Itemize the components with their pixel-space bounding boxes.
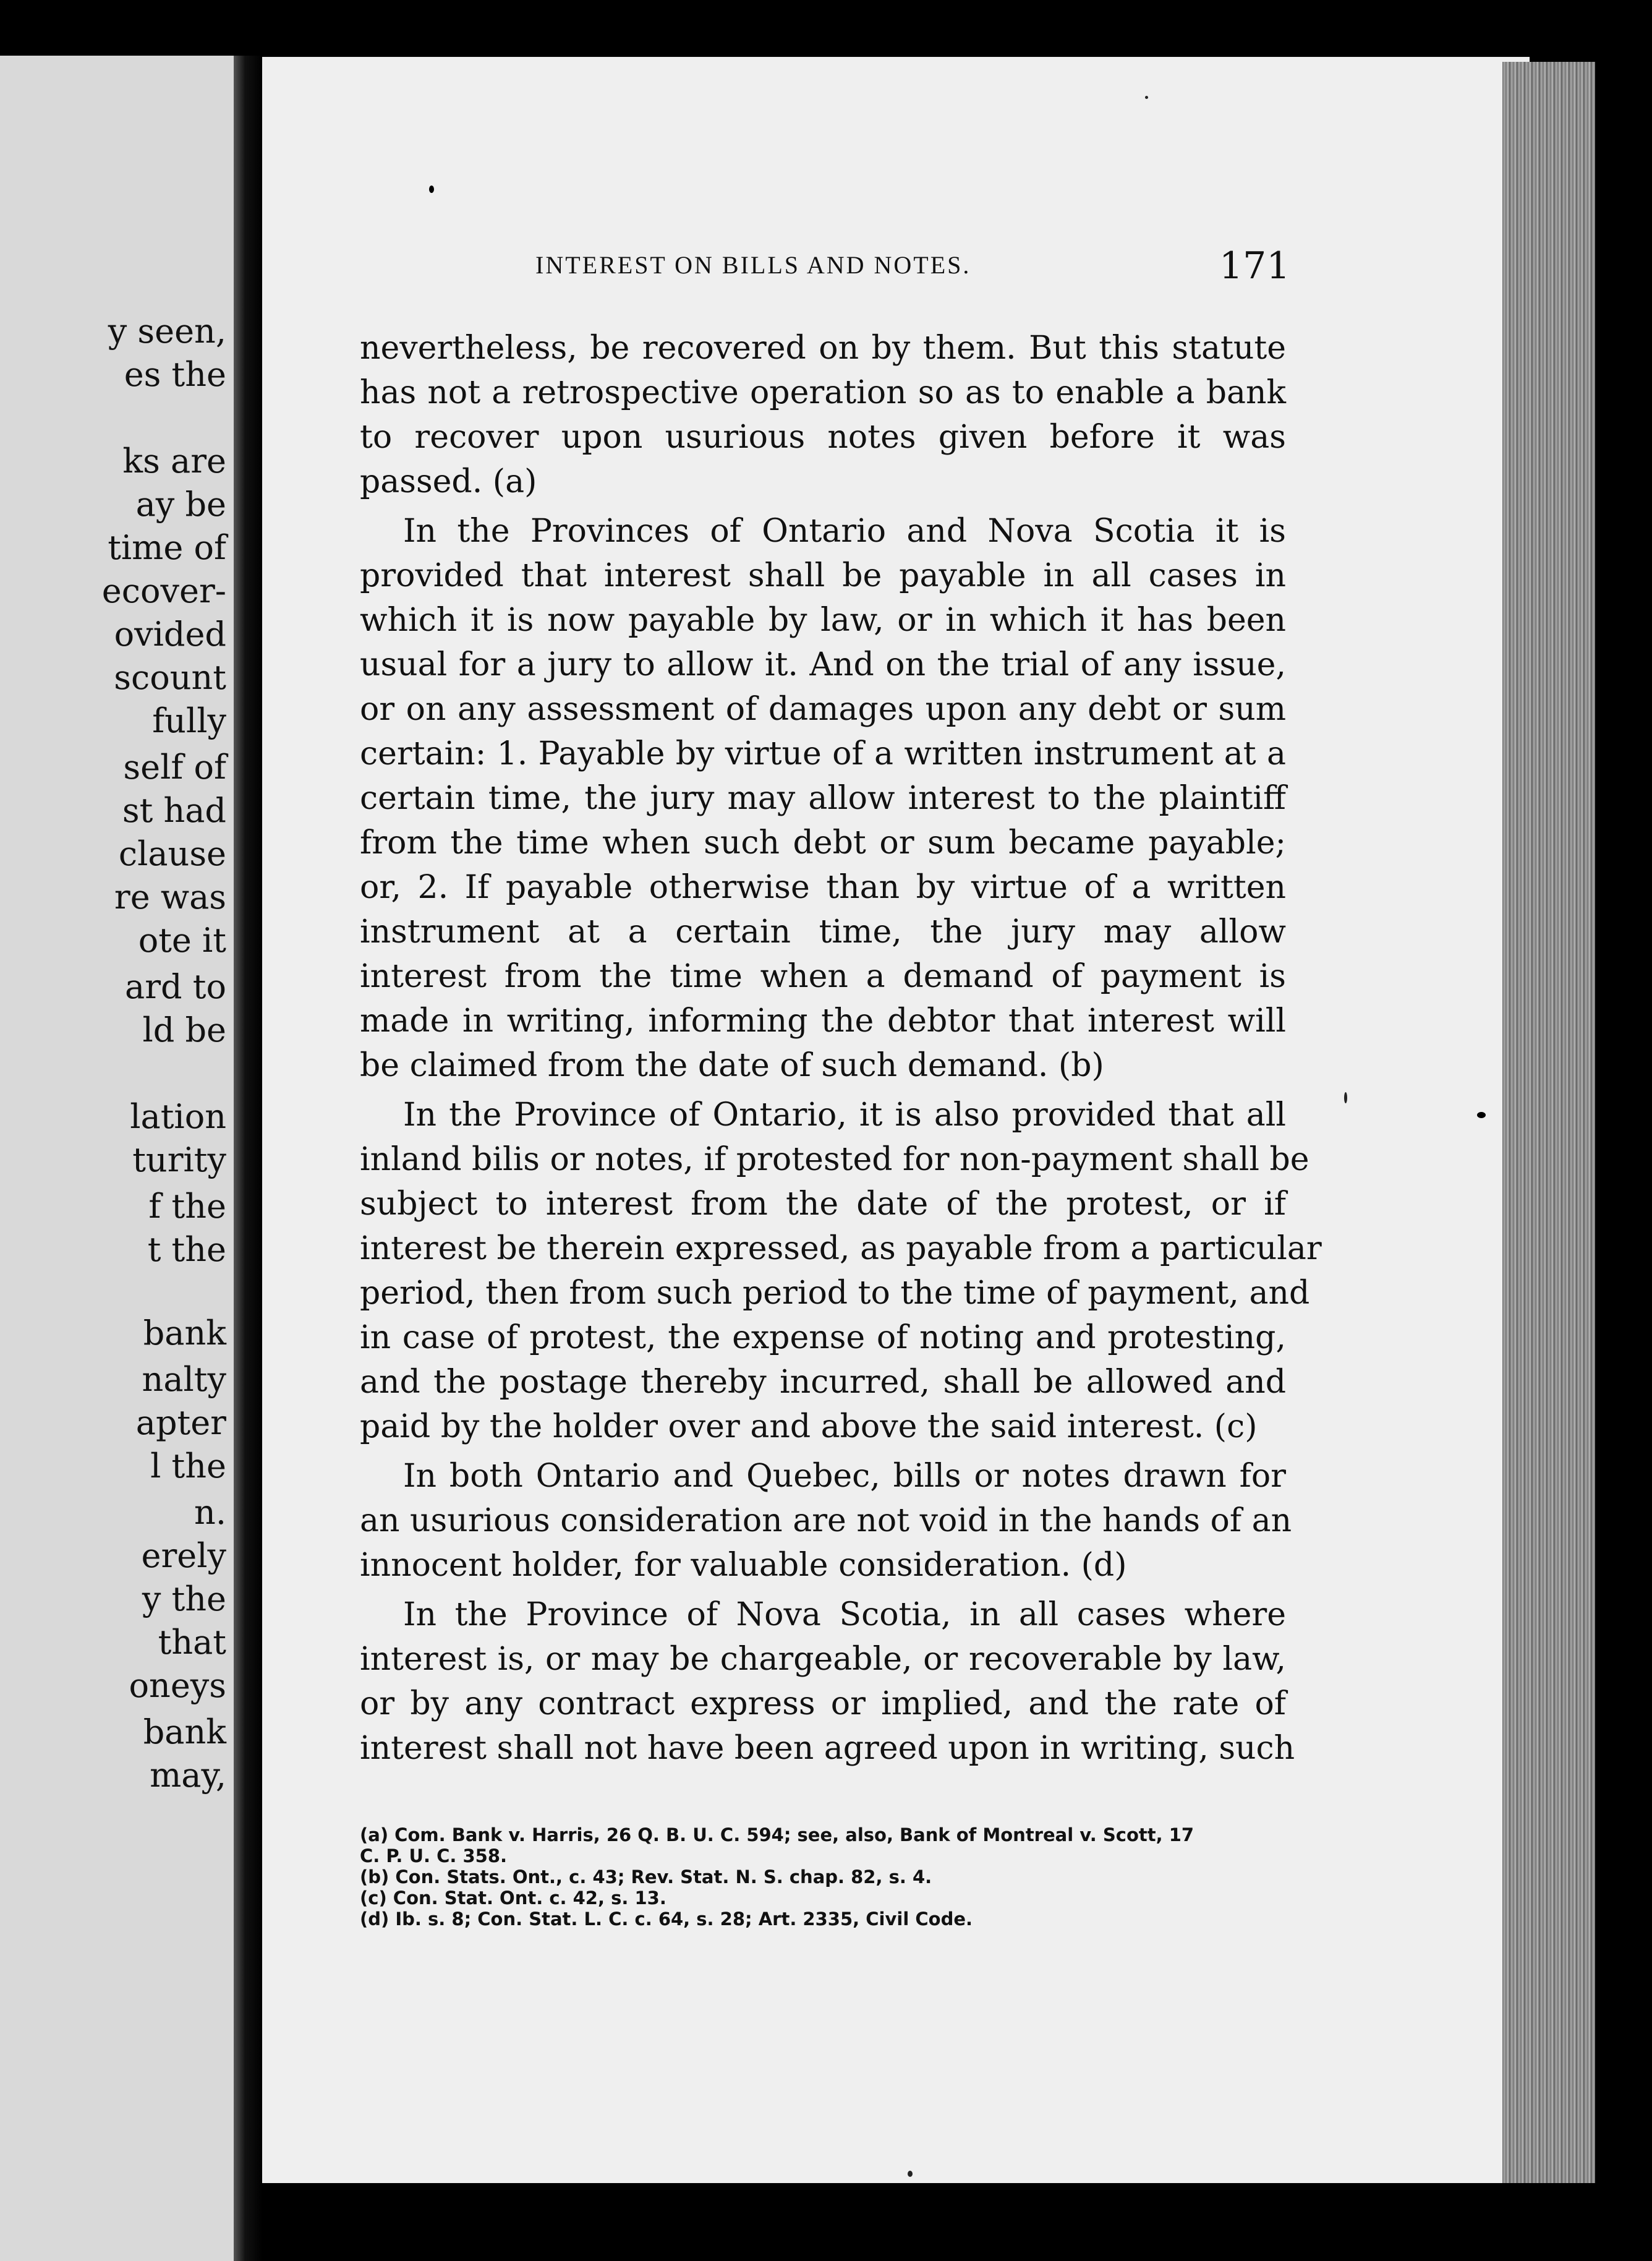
- footnote-line: C. P. U. C. 358.: [360, 1845, 508, 1866]
- left-page-line: ovided: [114, 615, 226, 654]
- text-line: In the Province of Ontario, it is also provided that all: [403, 1096, 1286, 1134]
- footnote-line: (a) Com. Bank v. Harris, 26 Q. B. U. C. 594; see, also, Bank of Montreal v. Scott, 17: [360, 1824, 1194, 1845]
- left-page-fragment: [0, 56, 234, 2261]
- text-line: certain: 1. Payable by virtue of a written instrument at a: [360, 735, 1286, 772]
- left-page-line: y the: [142, 1579, 226, 1618]
- text-line: period, then from such period to the time of payment, and: [360, 1275, 1310, 1312]
- text-line: certain time, the jury may allow interest to the plaintiff: [360, 780, 1286, 817]
- paragraph: [360, 326, 1286, 504]
- text-line: in case of protest, the expense of noting and protesting,: [360, 1319, 1286, 1356]
- left-page-line: bank: [143, 1314, 226, 1353]
- text-line: In both Ontario and Quebec, bills or notes drawn for: [403, 1458, 1286, 1495]
- text-line: which it is now payable by law, or in which it has been: [360, 602, 1286, 639]
- text-line: be claimed from the date of such demand. (b): [360, 1047, 1104, 1084]
- left-page-line: ld be: [142, 1011, 226, 1049]
- book-gutter: [234, 56, 262, 2261]
- text-line: interest be therein expressed, as payable from a particular: [360, 1230, 1322, 1267]
- left-page-line: fully: [152, 701, 226, 740]
- paragraph: [360, 1093, 1322, 1449]
- paragraph: [360, 1592, 1295, 1771]
- text-line: from the time when such debt or sum became payable;: [360, 824, 1286, 861]
- text-line: usual for a jury to allow it. And on the trial of any issue,: [360, 646, 1286, 683]
- left-page-line: lation: [130, 1097, 226, 1136]
- left-page-line: n.: [194, 1493, 226, 1532]
- left-page-line: ks are: [122, 442, 226, 481]
- scan-speck: [429, 186, 434, 193]
- text-line: inland bilis or notes, if protested for non-payment shall be: [360, 1141, 1309, 1178]
- left-page-line: may,: [150, 1756, 226, 1795]
- text-line: interest from the time when a demand of payment is: [360, 958, 1286, 995]
- scan-speck: [1477, 1112, 1486, 1118]
- running-header: INTEREST ON BILLS AND NOTES.: [535, 251, 971, 279]
- left-page-line: st had: [122, 791, 226, 830]
- left-page-line: scount: [114, 658, 226, 697]
- left-page-line: y seen,: [108, 312, 226, 351]
- left-page-line: oneys: [129, 1666, 226, 1705]
- text-line: nevertheless, be recovered on by them. But this statute: [360, 330, 1286, 367]
- left-page-line: that: [158, 1623, 226, 1662]
- left-page-line: ote it: [138, 921, 226, 960]
- text-line: instrument at a certain time, the jury may allow: [360, 913, 1286, 951]
- left-page-line: clause: [118, 834, 226, 873]
- paragraph: [360, 1454, 1292, 1588]
- text-line: In the Provinces of Ontario and Nova Scotia it is: [403, 513, 1286, 550]
- text-line: or by any contract express or implied, and the rate of: [360, 1685, 1286, 1722]
- text-line: interest is, or may be chargeable, or recoverable by law,: [360, 1641, 1286, 1678]
- left-page-line: ecover-: [101, 571, 226, 610]
- page-edges: [1502, 62, 1595, 2183]
- scan-speck: [908, 2171, 913, 2177]
- left-page-line: t the: [147, 1230, 226, 1269]
- scan-speck: [1344, 1092, 1347, 1103]
- text-line: has not a retrospective operation so as to enable a bank: [360, 374, 1286, 411]
- left-page-line: f the: [148, 1187, 226, 1226]
- text-line: passed. (a): [360, 463, 537, 500]
- left-page-line: l the: [150, 1447, 226, 1485]
- text-line: made in writing, informing the debtor that interest will: [360, 1002, 1286, 1040]
- footnote-line: (d) Ib. s. 8; Con. Stat. L. C. c. 64, s. 28; Art. 2335, Civil Code.: [360, 1908, 973, 1930]
- text-line: innocent holder, for valuable consideration. (d): [360, 1547, 1127, 1584]
- footnotes: [360, 1824, 1286, 1930]
- text-line: and the postage thereby incurred, shall be allowed and: [360, 1364, 1286, 1401]
- paragraph: [360, 509, 1286, 1088]
- text-line: an usurious consideration are not void in the hands of an: [360, 1502, 1292, 1539]
- text-line: subject to interest from the date of the protest, or if: [360, 1186, 1286, 1223]
- left-page-line: self of: [123, 748, 226, 787]
- text-line: paid by the holder over and above the said interest. (c): [360, 1408, 1258, 1445]
- left-page-line: nalty: [142, 1360, 226, 1399]
- text-line: or on any assessment of damages upon any debt or sum: [360, 691, 1286, 728]
- left-page-line: ay be: [135, 485, 226, 524]
- footnote-line: (c) Con. Stat. Ont. c. 42, s. 13.: [360, 1887, 666, 1908]
- left-page-line: time of: [108, 528, 226, 567]
- left-page-line: re was: [114, 878, 226, 917]
- left-page-line: turity: [132, 1140, 226, 1179]
- text-line: or, 2. If payable otherwise than by virtue of a written: [360, 869, 1286, 906]
- text-line: In the Province of Nova Scotia, in all cases where: [403, 1596, 1286, 1633]
- left-page-line: apter: [135, 1403, 226, 1442]
- left-page-line: ard to: [125, 967, 226, 1006]
- left-page-line: bank: [143, 1712, 226, 1751]
- page-number: 171: [1219, 244, 1290, 288]
- left-page-line: es the: [124, 355, 226, 394]
- body-text: [360, 326, 1322, 1771]
- left-page-line: erely: [141, 1536, 226, 1575]
- text-line: provided that interest shall be payable in all cases in: [360, 557, 1286, 594]
- scan-speck: [1145, 96, 1148, 99]
- text-line: interest shall not have been agreed upon in writing, such: [360, 1730, 1295, 1767]
- text-line: to recover upon usurious notes given before it was: [360, 419, 1286, 456]
- footnote-line: (b) Con. Stats. Ont., c. 43; Rev. Stat. N. S. chap. 82, s. 4.: [360, 1866, 932, 1887]
